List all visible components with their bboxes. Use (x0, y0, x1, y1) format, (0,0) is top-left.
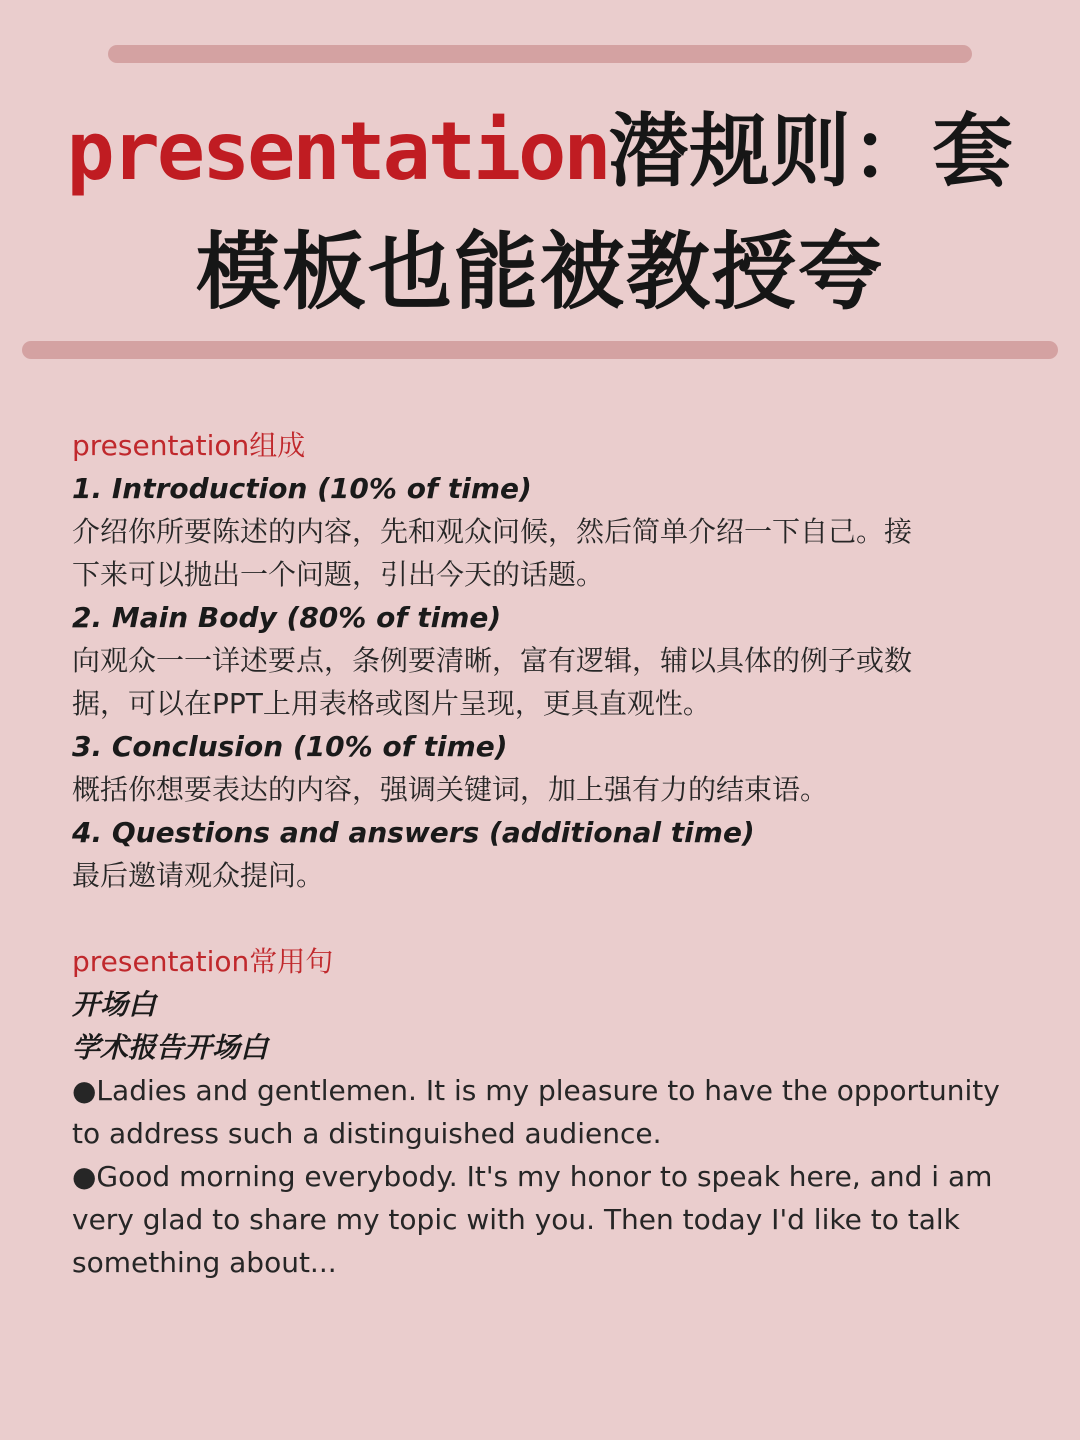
top-divider-bar (108, 45, 972, 63)
bottom-divider-bar (22, 341, 1058, 359)
item-text-line: 最后邀请观众提问。 (72, 859, 325, 892)
item-heading-main-body: 2. Main Body (80% of time) (72, 601, 502, 634)
item-heading-questions: 4. Questions and answers (additional time) (72, 816, 755, 849)
item-heading-conclusion: 3. Conclusion (10% of time) (72, 730, 508, 763)
item-text-line: 概括你想要表达的内容，强调关键词，加上强有力的结束语。 (72, 773, 829, 806)
title-accent-word: presentation (66, 105, 609, 198)
phrase-line: something about... (72, 1246, 337, 1279)
phrase-line: ●Ladies and gentlemen. It is my pleasure to have the opportunity (72, 1074, 1000, 1107)
section-title-composition: presentation组成 (72, 429, 306, 462)
item-heading-introduction: 1. Introduction (10% of time) (72, 472, 532, 505)
page-title-line-1 (40, 105, 1040, 198)
article-body (72, 424, 1012, 1284)
item-text-line: 介绍你所要陈述的内容，先和观众问候，然后简单介绍一下自己。接 (72, 515, 913, 548)
phrase-line: to address such a distinguished audience. (72, 1117, 662, 1150)
phrase-line: very glad to share my topic with you. Then today I'd like to talk (72, 1203, 960, 1236)
title-rest: 潜规则：套 (608, 105, 1014, 198)
section-title-phrases: presentation常用句 (72, 945, 334, 978)
subheading-academic-opening: 学术报告开场白 (72, 1031, 269, 1064)
item-text-line: 据，可以在PPT上用表格或图片呈现，更具直观性。 (72, 687, 711, 720)
page-title-line-2: 模板也能被教授夸 (195, 223, 884, 321)
item-text-line: 下来可以抛出一个问题，引出今天的话题。 (72, 558, 605, 591)
phrase-line: ●Good morning everybody. It's my honor to speak here, and i am (72, 1160, 993, 1193)
section-spacer (72, 897, 1012, 940)
subheading-opening: 开场白 (72, 988, 157, 1021)
item-text-line: 向观众一一详述要点，条例要清晰，富有逻辑，辅以具体的例子或数 (72, 644, 913, 677)
